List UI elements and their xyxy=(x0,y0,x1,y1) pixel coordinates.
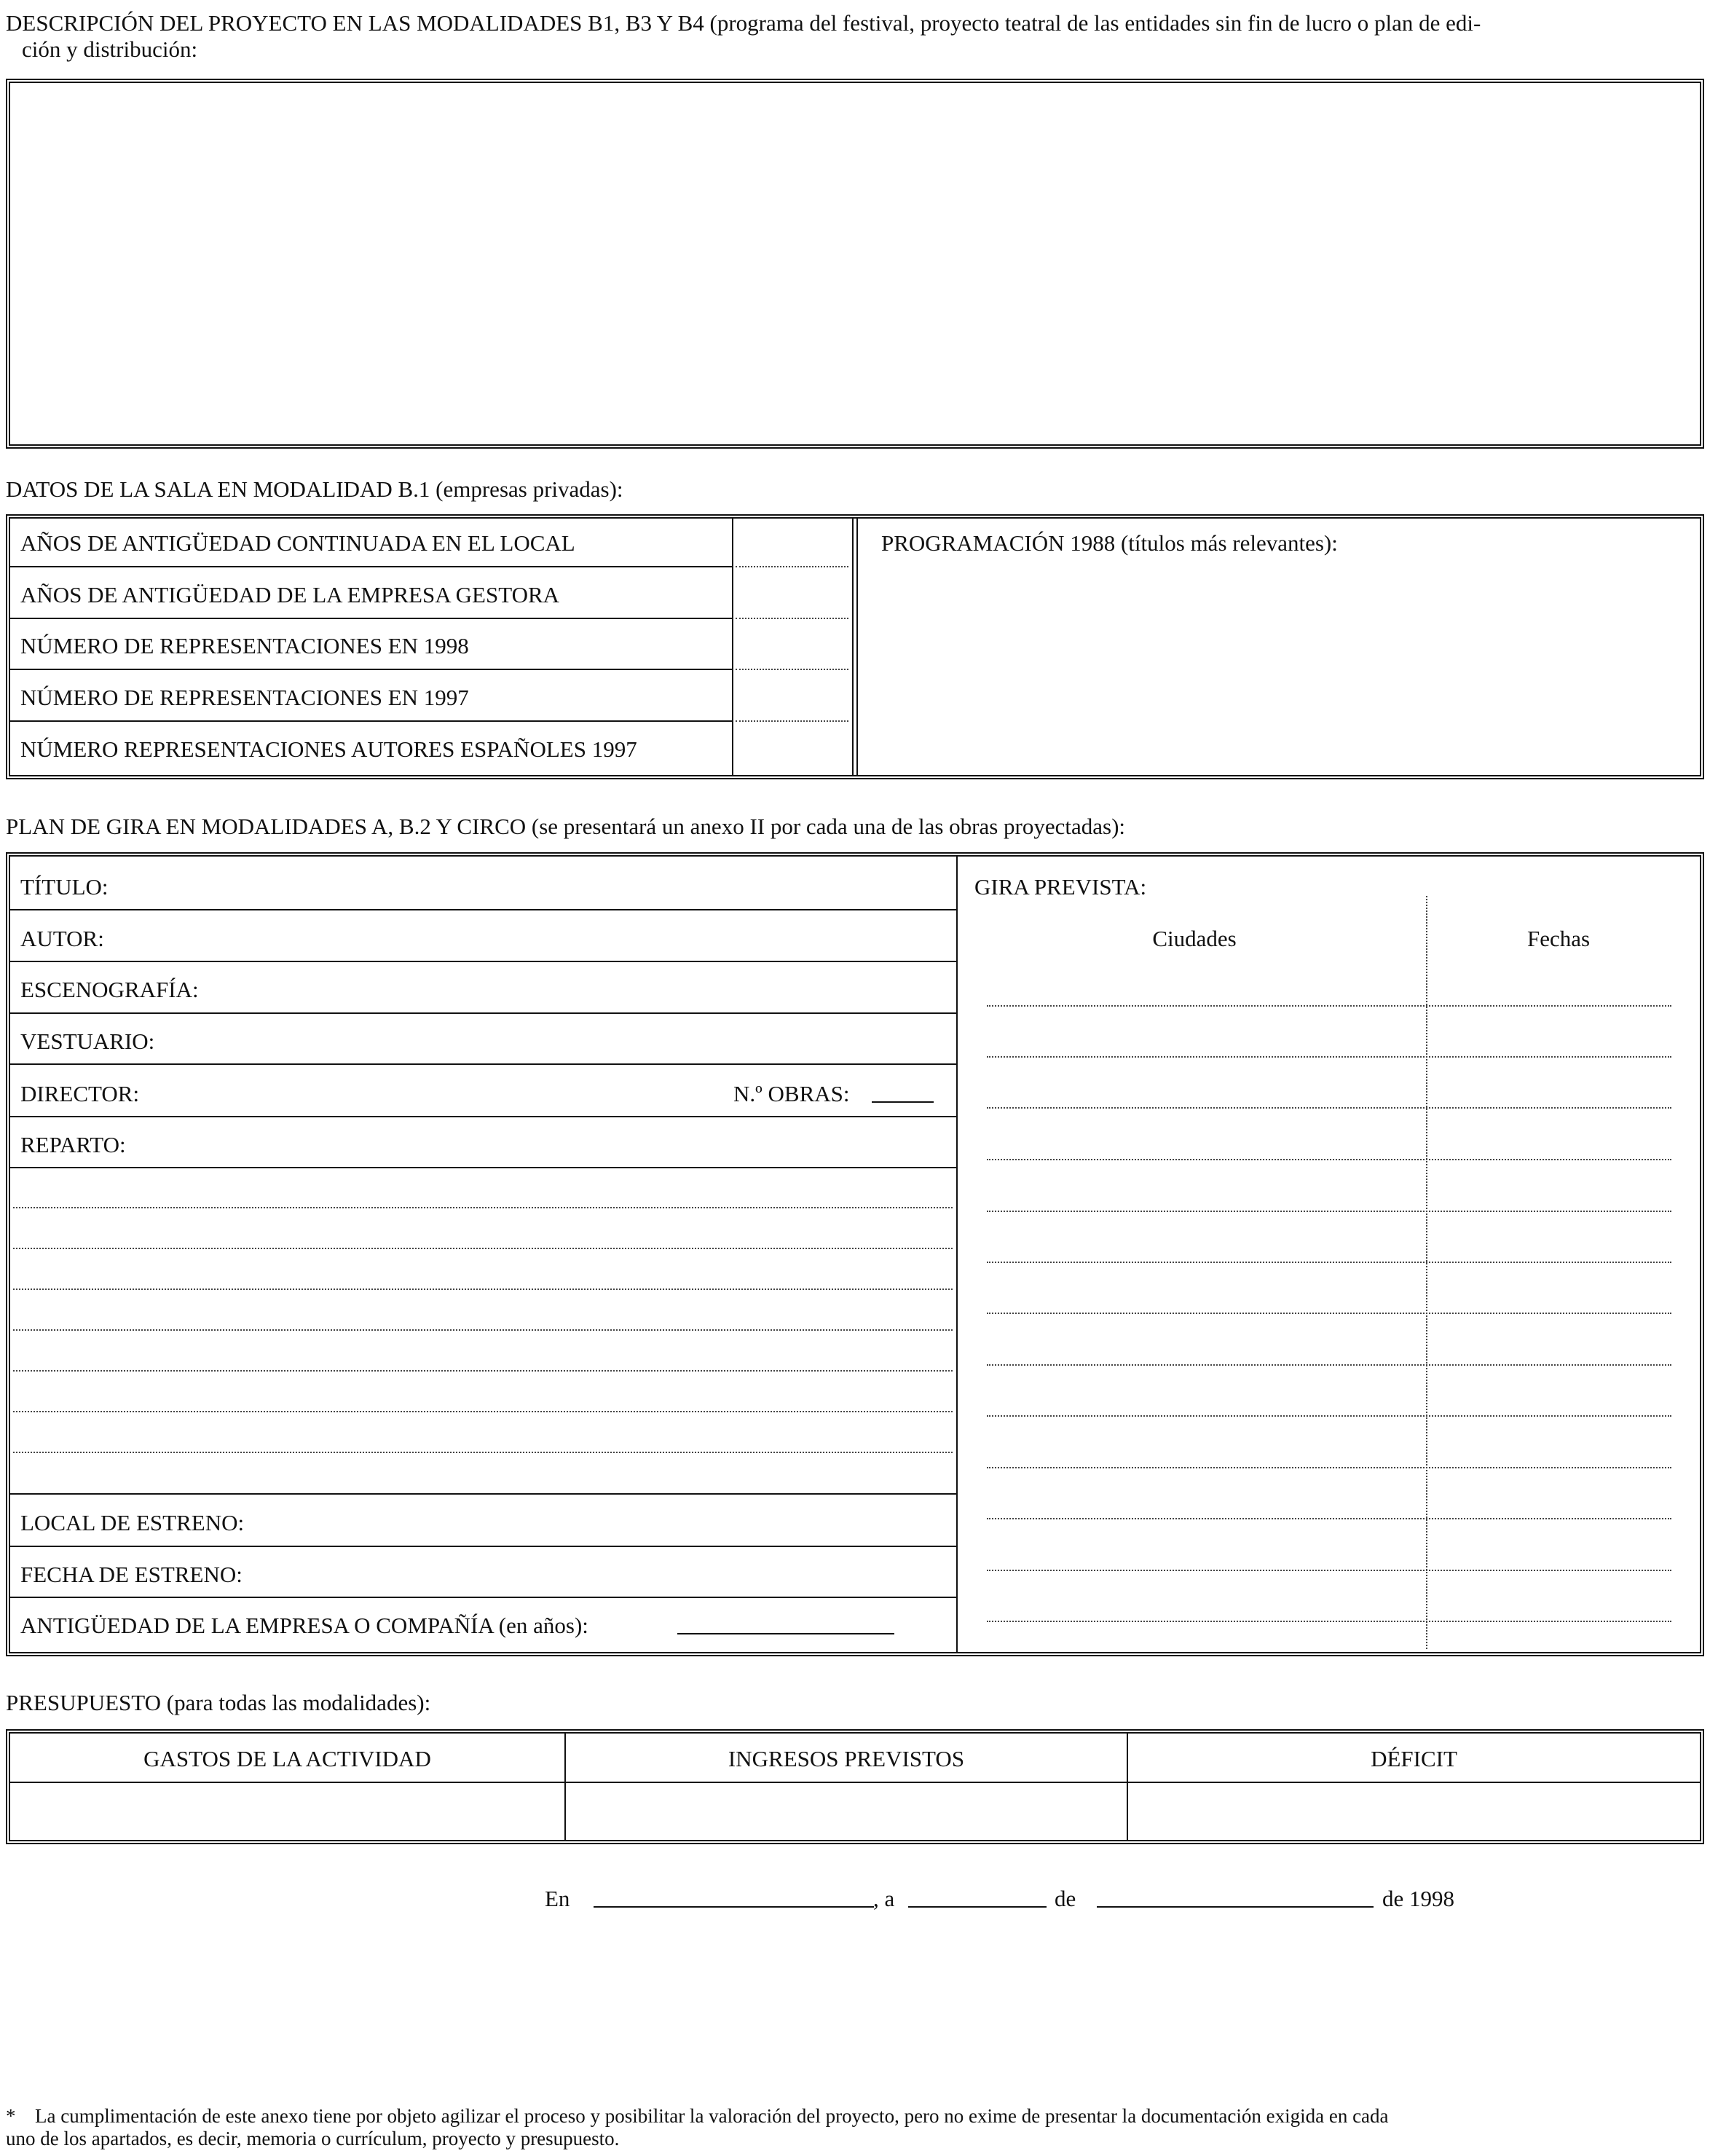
sala-row-label: AÑOS DE ANTIGÜEDAD CONTINUADA EN EL LOCAL xyxy=(20,530,575,556)
programacion-field[interactable] xyxy=(859,561,1697,772)
programacion-label: PROGRAMACIÓN 1988 (títulos más relevantes): xyxy=(881,530,1338,556)
gira-row[interactable] xyxy=(987,1621,1671,1622)
deficit-field[interactable] xyxy=(1128,1783,1700,1840)
descripcion-textbox[interactable] xyxy=(6,79,1704,449)
gira-row[interactable] xyxy=(987,1467,1671,1468)
firma-de-year: de 1998 xyxy=(1382,1886,1455,1911)
gira-row[interactable] xyxy=(987,1107,1671,1109)
fecha-estreno-label: FECHA DE ESTRENO: xyxy=(20,1562,243,1587)
reparto-label: REPARTO: xyxy=(20,1132,126,1157)
antiguedad-field[interactable] xyxy=(677,1633,894,1634)
sala-heading: DATOS DE LA SALA EN MODALIDAD B.1 (empresas privadas): xyxy=(6,476,623,502)
reparto-line[interactable] xyxy=(13,1207,953,1208)
reparto-line[interactable] xyxy=(13,1370,953,1372)
gira-prevista-label: GIRA PREVISTA: xyxy=(974,874,1147,900)
gira-row[interactable] xyxy=(987,1005,1671,1007)
reparto-line[interactable] xyxy=(13,1248,953,1249)
gira-row[interactable] xyxy=(987,1313,1671,1314)
n-obras-label: N.º OBRAS: xyxy=(733,1081,850,1106)
reparto-line[interactable] xyxy=(13,1289,953,1290)
n-obras-field[interactable] xyxy=(872,1101,934,1103)
presupuesto-heading: PRESUPUESTO (para todas las modalidades): xyxy=(6,1690,431,1715)
deficit-header: DÉFICIT xyxy=(1371,1746,1457,1771)
gira-row[interactable] xyxy=(987,1159,1671,1160)
local-estreno-label: LOCAL DE ESTRENO: xyxy=(20,1510,245,1535)
firma-de: de xyxy=(1055,1886,1076,1911)
escenografia-label: ESCENOGRAFÍA: xyxy=(20,977,199,1002)
autor-label: AUTOR: xyxy=(20,926,104,951)
gira-row[interactable] xyxy=(987,1570,1671,1571)
gira-table xyxy=(6,852,1704,1656)
sala-value-1[interactable] xyxy=(736,566,848,567)
titulo-label: TÍTULO: xyxy=(20,874,109,900)
gira-row[interactable] xyxy=(987,1364,1671,1366)
fechas-header: Fechas xyxy=(1526,926,1591,951)
sala-row-label: NÚMERO DE REPRESENTACIONES EN 1998 xyxy=(20,633,469,658)
dia-field[interactable] xyxy=(908,1906,1047,1908)
firma-en: En xyxy=(545,1886,570,1911)
ingresos-header: INGRESOS PREVISTOS xyxy=(728,1746,965,1771)
firma-a: , a xyxy=(873,1886,895,1911)
reparto-line[interactable] xyxy=(13,1329,953,1331)
gira-row[interactable] xyxy=(987,1415,1671,1417)
reparto-line[interactable] xyxy=(13,1411,953,1412)
ingresos-field[interactable] xyxy=(566,1783,1127,1840)
gastos-field[interactable] xyxy=(10,1783,564,1840)
footnote-mark: * xyxy=(6,2105,16,2127)
reparto-line[interactable] xyxy=(13,1452,953,1453)
director-label: DIRECTOR: xyxy=(20,1081,140,1106)
gira-heading: PLAN DE GIRA EN MODALIDADES A, B.2 Y CIRCO (se presentará un anexo II por cada una de las obras proyectadas): xyxy=(6,814,1126,839)
gira-column-divider xyxy=(1426,896,1427,1649)
sala-row-label: NÚMERO DE REPRESENTACIONES EN 1997 xyxy=(20,685,469,710)
sala-row-label: AÑOS DE ANTIGÜEDAD DE LA EMPRESA GESTORA xyxy=(20,582,560,607)
footnote-line1: La cumplimentación de este anexo tiene por objeto agilizar el proceso y posibilitar la valoración del proyecto, pero no exime de presentar la documentación exigida en cada xyxy=(35,2105,1389,2127)
sala-value-4[interactable] xyxy=(736,720,848,722)
gira-row[interactable] xyxy=(987,1518,1671,1519)
gira-row[interactable] xyxy=(987,1056,1671,1058)
lugar-field[interactable] xyxy=(594,1906,874,1908)
antiguedad-label: ANTIGÜEDAD DE LA EMPRESA O COMPAÑÍA (en años): xyxy=(20,1613,588,1638)
ciudades-header: Ciudades xyxy=(1152,926,1237,951)
gira-row[interactable] xyxy=(987,1211,1671,1212)
footnote-line2: uno de los apartados, es decir, memoria o currículum, proyecto y presupuesto. xyxy=(6,2128,620,2149)
gira-row[interactable] xyxy=(987,1262,1671,1263)
sala-value-3[interactable] xyxy=(736,669,848,670)
mes-field[interactable] xyxy=(1097,1906,1374,1908)
vestuario-label: VESTUARIO: xyxy=(20,1028,155,1054)
gastos-header: GASTOS DE LA ACTIVIDAD xyxy=(143,1746,431,1771)
sala-value-2[interactable] xyxy=(736,618,848,619)
descripcion-heading-line2: ción y distribución: xyxy=(22,36,198,62)
descripcion-heading-line1: DESCRIPCIÓN DEL PROYECTO EN LAS MODALIDADES B1, B3 Y B4 (programa del festival, proyecto teatral de las entidades sin fin de lucro o plan de edi- xyxy=(6,10,1481,36)
sala-row-label: NÚMERO REPRESENTACIONES AUTORES ESPAÑOLES 1997 xyxy=(20,736,637,762)
